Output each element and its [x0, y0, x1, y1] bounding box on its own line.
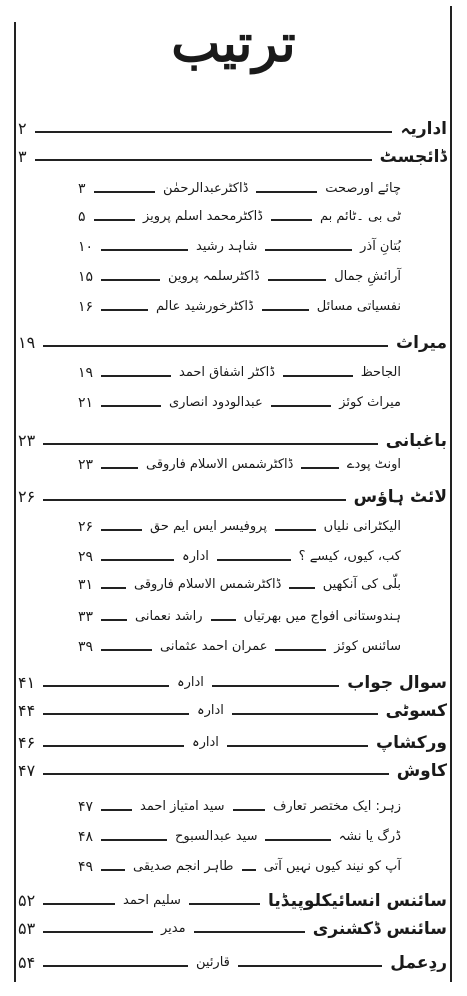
- toc-entry-title: الجاحظ: [360, 365, 401, 380]
- leader-line: [268, 279, 326, 281]
- toc-entry-author: سلیم احمد: [123, 893, 181, 908]
- leader-line: [212, 685, 339, 687]
- toc-entry-author: عبدالودود انصاری: [169, 395, 263, 410]
- toc-entry-author: شاہد رشید: [196, 239, 258, 254]
- page-number: ۴۶: [18, 733, 36, 752]
- toc-section: [18, 758, 447, 784]
- leader-line: [101, 375, 171, 377]
- leader-line: [194, 931, 305, 933]
- toc-section: [18, 916, 447, 942]
- toc-section: [18, 484, 447, 510]
- toc-entry-author: سید امتیاز احمد: [140, 799, 225, 814]
- page-number: ۲۹: [78, 549, 94, 565]
- toc-entry-title: بلّی کی آنکھیں: [322, 577, 401, 592]
- toc-entry-author: سید عبدالسبوح: [175, 829, 258, 844]
- page-number: ۳: [18, 147, 27, 166]
- toc-section: [18, 950, 447, 976]
- toc-entry-author: قارئین: [196, 955, 230, 970]
- toc-entry-author: ڈاکٹرشمس الاسلام فاروقی: [134, 577, 282, 592]
- toc-item: [78, 204, 401, 230]
- toc-item: [78, 294, 401, 320]
- leader-line: [256, 191, 317, 193]
- toc-item: [78, 234, 401, 260]
- page-number: ۱۹: [78, 365, 94, 381]
- leader-line: [43, 713, 189, 715]
- leader-line: [101, 279, 160, 281]
- leader-line: [101, 869, 125, 871]
- page-number: ۴۷: [78, 799, 94, 815]
- leader-line: [101, 559, 174, 561]
- toc-section: [18, 144, 447, 170]
- page-number: ۲۳: [78, 457, 94, 473]
- toc-entry-title: سائنس ڈکشنری: [312, 919, 447, 939]
- leader-line: [283, 375, 353, 377]
- page-number: ۱۶: [78, 299, 94, 315]
- toc-entry-title: ٹی بی ۔ٹائم بم: [319, 209, 401, 224]
- leader-line: [265, 839, 331, 841]
- left-border-line: [14, 22, 16, 982]
- toc-entry-title: اونٹ پودے: [346, 457, 401, 472]
- leader-line: [101, 839, 167, 841]
- leader-line: [43, 443, 378, 445]
- page-number: ۵: [78, 209, 86, 225]
- toc-entry-title: آرائشِ جمال: [334, 269, 401, 284]
- leader-line: [43, 499, 346, 501]
- toc-entry-title: نفسیاتی مسائل: [316, 299, 401, 314]
- toc-entry-title: ردِعمل: [390, 953, 447, 973]
- toc-item: [78, 824, 401, 850]
- page-number: ۴۴: [18, 701, 36, 720]
- toc-entry-title: باغبانی: [385, 431, 447, 451]
- page-number: ۳۱: [78, 577, 94, 593]
- page-number: ۳۳: [78, 609, 94, 625]
- toc-entry-author: طاہر انجم صدیقی: [133, 859, 234, 874]
- toc-entry-author: عمران احمد عثمانی: [160, 639, 268, 654]
- toc-section: [18, 888, 447, 914]
- page-number: ۲۶: [18, 487, 36, 506]
- toc-entry-title: چائے اورصحت: [325, 181, 401, 196]
- toc-entry-title: کسوٹی: [385, 701, 447, 721]
- page-number: ۲۳: [18, 431, 36, 450]
- leader-line: [211, 619, 236, 621]
- toc-entry-title: کب، کیوں، کیسے ؟: [298, 549, 401, 564]
- toc-entry-title: الیکٹرانی نلیاں: [323, 519, 401, 534]
- toc-entry-title: ڈائجسٹ: [379, 147, 447, 167]
- leader-line: [43, 965, 188, 967]
- toc-item: [78, 390, 401, 416]
- toc-entry-title: ڈرگ یا نشہ: [338, 829, 401, 844]
- toc-entry-title: میراث: [396, 333, 447, 353]
- toc-entry-title: سوال جواب: [347, 673, 447, 693]
- toc-entry-title: آپ کو نیند کیوں نہیں آتی: [263, 859, 401, 874]
- leader-line: [227, 745, 368, 747]
- leader-line: [238, 965, 382, 967]
- toc-entry-author: ادارہ: [177, 675, 204, 690]
- page-number: ۵۲: [18, 891, 36, 910]
- page-number: ۴۸: [78, 829, 94, 845]
- toc-entry-author: ادارہ: [197, 703, 224, 718]
- toc-entry-author: پروفیسر ایس ایم حق: [150, 519, 267, 534]
- toc-entry-author: ادارہ: [182, 549, 209, 564]
- toc-item: [78, 514, 401, 540]
- toc-entry-author: ڈاکٹر اشفاق احمد: [179, 365, 276, 380]
- toc-item: [78, 854, 401, 880]
- toc-entry-author: ڈاکٹرشمس الاسلام فاروقی: [146, 457, 294, 472]
- toc-entry-author: ڈاکٹرعبدالرحمٰن: [163, 181, 249, 196]
- toc-section: [18, 730, 447, 756]
- page-number: ۲۱: [78, 395, 94, 411]
- leader-line: [242, 869, 256, 871]
- toc-entry-title: زہر: ایک مختصر تعارف: [272, 799, 401, 814]
- leader-line: [101, 619, 127, 621]
- leader-line: [94, 219, 135, 221]
- page-number: ۵۴: [18, 953, 36, 972]
- leader-line: [101, 309, 148, 311]
- toc-entry-author: مدیر: [161, 921, 186, 936]
- leader-line: [217, 559, 291, 561]
- toc-entry-author: ڈاکٹرسلمہ پروین: [168, 269, 260, 284]
- leader-line: [189, 903, 260, 905]
- leader-line: [301, 467, 339, 469]
- leader-line: [43, 931, 153, 933]
- page-number: ۳: [78, 181, 86, 197]
- toc-item: [78, 360, 401, 386]
- leader-line: [289, 587, 315, 589]
- leader-line: [271, 405, 331, 407]
- page-number: ۱۰: [78, 239, 94, 255]
- page-number: ۴۷: [18, 761, 36, 780]
- toc-section: [18, 428, 447, 454]
- leader-line: [43, 745, 184, 747]
- right-border-line: [450, 6, 452, 982]
- leader-line: [101, 529, 142, 531]
- toc-entry-title: سائنس انسائیکلوپیڈیا: [268, 891, 447, 911]
- leader-line: [271, 219, 312, 221]
- toc-entry-title: ورکشاپ: [375, 733, 447, 753]
- leader-line: [262, 309, 309, 311]
- leader-line: [275, 529, 316, 531]
- toc-entry-author: راشد نعمانی: [135, 609, 203, 624]
- toc-entry-title: ہندوستانی افواج میں بھرتیاں: [243, 609, 401, 624]
- leader-line: [233, 809, 265, 811]
- page-number: ۲: [18, 119, 27, 138]
- toc-entry-title: سائنس کوئز: [334, 639, 401, 654]
- toc-item: [78, 452, 401, 478]
- leader-line: [35, 131, 392, 133]
- toc-item: [78, 264, 401, 290]
- toc-entry-title: بُتانِ آذر: [360, 239, 401, 254]
- leader-line: [101, 587, 126, 589]
- toc-section: [18, 698, 447, 724]
- page-number: ۵۳: [18, 919, 36, 938]
- page-number: ۴۱: [18, 673, 36, 692]
- toc-entry-author: ڈاکٹرمحمد اسلم پرویز: [143, 209, 263, 224]
- toc-section: [18, 670, 447, 696]
- toc-entry-title: میراث کوئز: [339, 395, 401, 410]
- leader-line: [101, 809, 132, 811]
- page-title: ترتیب: [171, 13, 296, 74]
- leader-line: [43, 345, 388, 347]
- toc-item: [78, 544, 401, 570]
- page-number: ۲۶: [78, 519, 94, 535]
- leader-line: [35, 159, 372, 161]
- toc-entry-title: کاوش: [396, 761, 447, 781]
- toc-entry-author: ادارہ: [192, 735, 219, 750]
- toc-entry-title: لائٹ ہاؤس: [353, 487, 447, 507]
- leader-line: [43, 903, 115, 905]
- toc-section: [18, 116, 447, 142]
- leader-line: [265, 249, 352, 251]
- toc-item: [78, 572, 401, 598]
- page-number: ۴۹: [78, 859, 94, 875]
- leader-line: [232, 713, 378, 715]
- leader-line: [275, 649, 326, 651]
- leader-line: [101, 467, 138, 469]
- toc-entry-author: ڈاکٹرخورشید عالم: [156, 299, 254, 314]
- leader-line: [101, 249, 188, 251]
- leader-line: [43, 685, 169, 687]
- leader-line: [94, 191, 155, 193]
- page-number: ۱۵: [78, 269, 94, 285]
- toc-item: [78, 604, 401, 630]
- leader-line: [43, 773, 389, 775]
- leader-line: [101, 405, 161, 407]
- page-number: ۱۹: [18, 333, 36, 352]
- toc-item: [78, 794, 401, 820]
- toc-item: [78, 176, 401, 202]
- page-number: ۳۹: [78, 639, 94, 655]
- toc-item: [78, 634, 401, 660]
- toc-section: [18, 330, 447, 356]
- toc-entry-title: اداریہ: [400, 119, 447, 139]
- leader-line: [101, 649, 152, 651]
